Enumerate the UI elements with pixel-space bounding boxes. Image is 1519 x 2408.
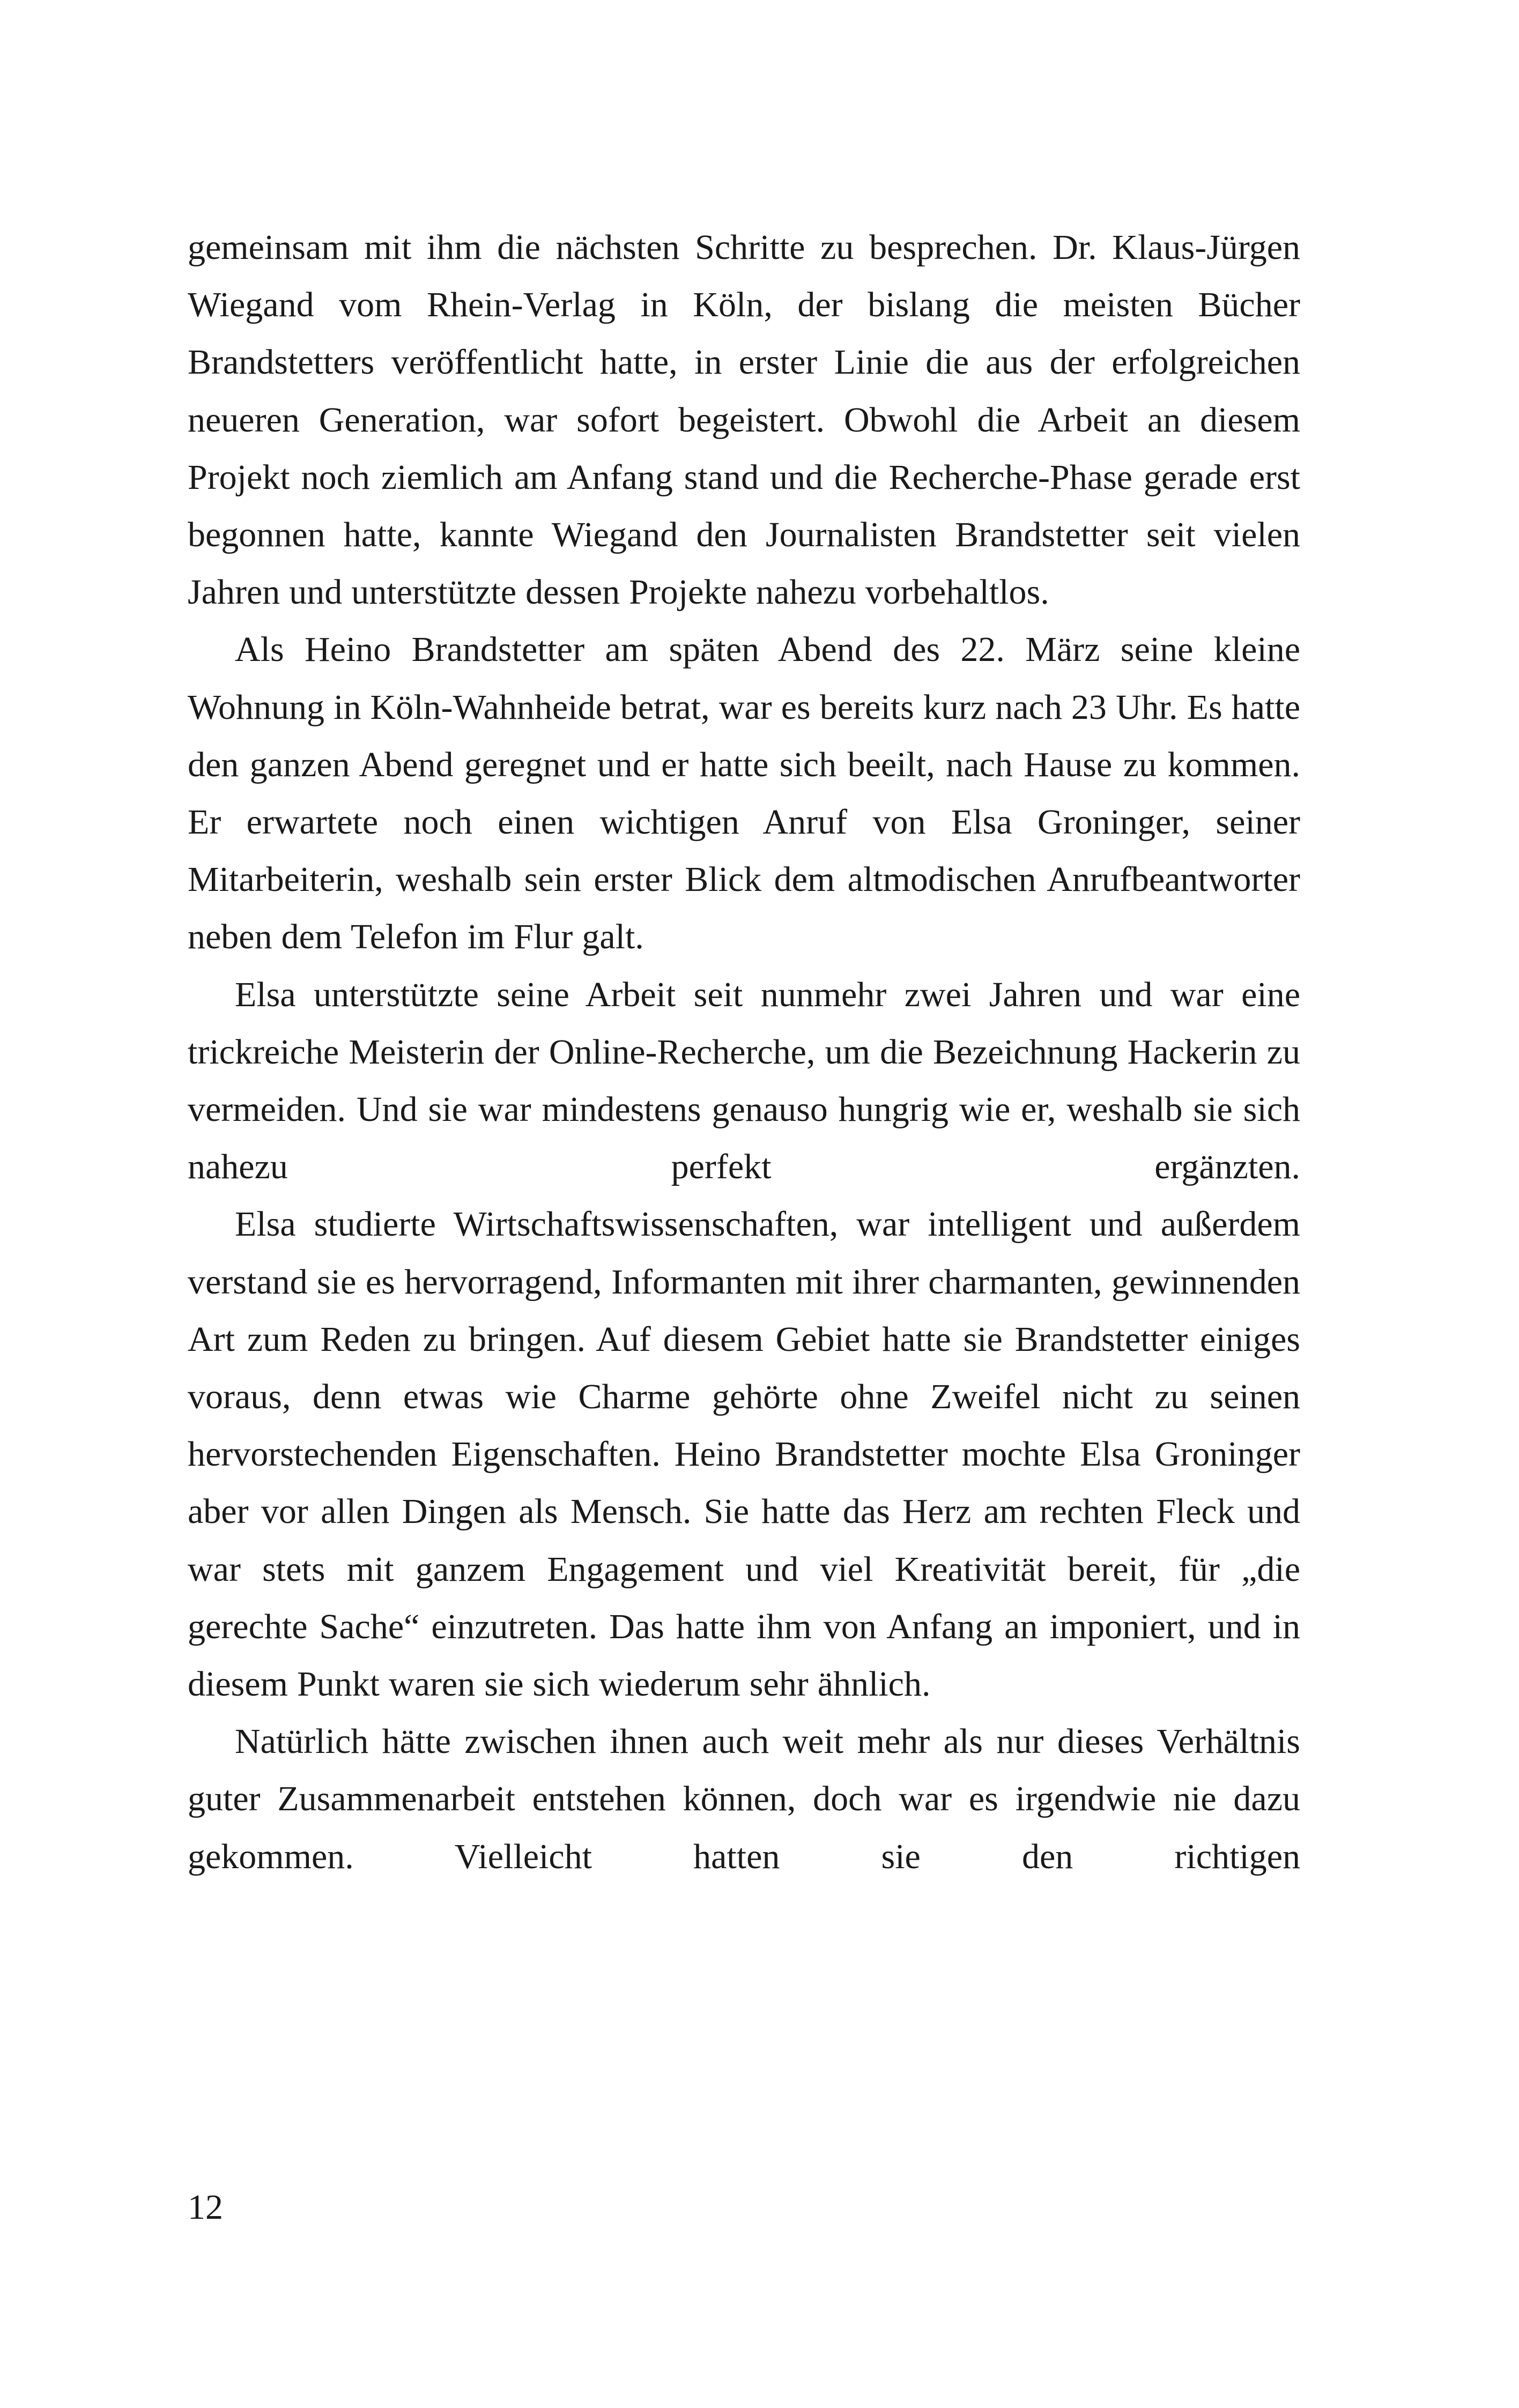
paragraph-5: Natürlich hätte zwischen ihnen auch weit mehr als nur dieses Verhältnis guter Zusammenarbeit entstehen können, doch war es irgendwie nie dazu gekommen. Vielleicht hatten sie den richtigen xyxy=(188,1722,1300,1876)
paragraph-1: gemeinsam mit ihm die nächsten Schritte zu besprechen. Dr. Klaus-Jürgen Wiegand vom Rhein-Verlag in Köln, der bislang die meisten Bücher Brandstetters veröffentlicht hatte, in erster Linie die aus der erfolgreichen neueren Generation, war sofort begeistert. Obwohl die Arbeit an diesem Projekt noch ziemlich am Anfang stand und die Recherche-Phase gerade erst begonnen hatte, kannte Wiegand den Journalisten Brandstetter seit vielen Jahren und unterstützte dessen Projekte nahezu vorbehaltlos. xyxy=(188,228,1300,612)
paragraph-2: Als Heino Brandstetter am späten Abend des 22. März seine kleine Wohnung in Köln-Wahnheide betrat, war es bereits kurz nach 23 Uhr. Es hatte den ganzen Abend geregnet und er hatte sich beeilt, nach Hause zu kommen. Er erwartete noch einen wichtigen Anruf von Elsa Groninger, seiner Mitarbeiterin, weshalb sein erster Blick dem altmodischen Anrufbeantworter neben dem Telefon im Flur galt. xyxy=(188,630,1300,957)
page-number: 12 xyxy=(188,2188,223,2227)
body-text xyxy=(188,219,1300,1885)
paragraph-3: Elsa unterstützte seine Arbeit seit nunmehr zwei Jahren und war eine trickreiche Meisterin der Online-Recherche, um die Bezeichnung Hackerin zu vermeiden. Und sie war mindestens genauso hungrig wie er, weshalb sie sich nahezu perfekt ergänzten. xyxy=(188,975,1300,1187)
paragraph-4: Elsa studierte Wirtschaftswissenschaften, war intelligent und außerdem verstand sie es hervorragend, Informanten mit ihrer charmanten, gewinnenden Art zum Reden zu bringen. Auf diesem Gebiet hatte sie Brandstetter einiges voraus, denn etwas wie Charme gehörte ohne Zweifel nicht zu seinen hervorstechenden Eigenschaften. Heino Brandstetter mochte Elsa Groninger aber vor allen Dingen als Mensch. Sie hatte das Herz am rechten Fleck und war stets mit ganzem Engagement und viel Kreativität bereit, für „die gerechte Sache“ einzutreten. Das hatte ihm von Anfang an imponiert, und in diesem Punkt waren sie sich wiederum sehr ähnlich. xyxy=(188,1205,1300,1704)
